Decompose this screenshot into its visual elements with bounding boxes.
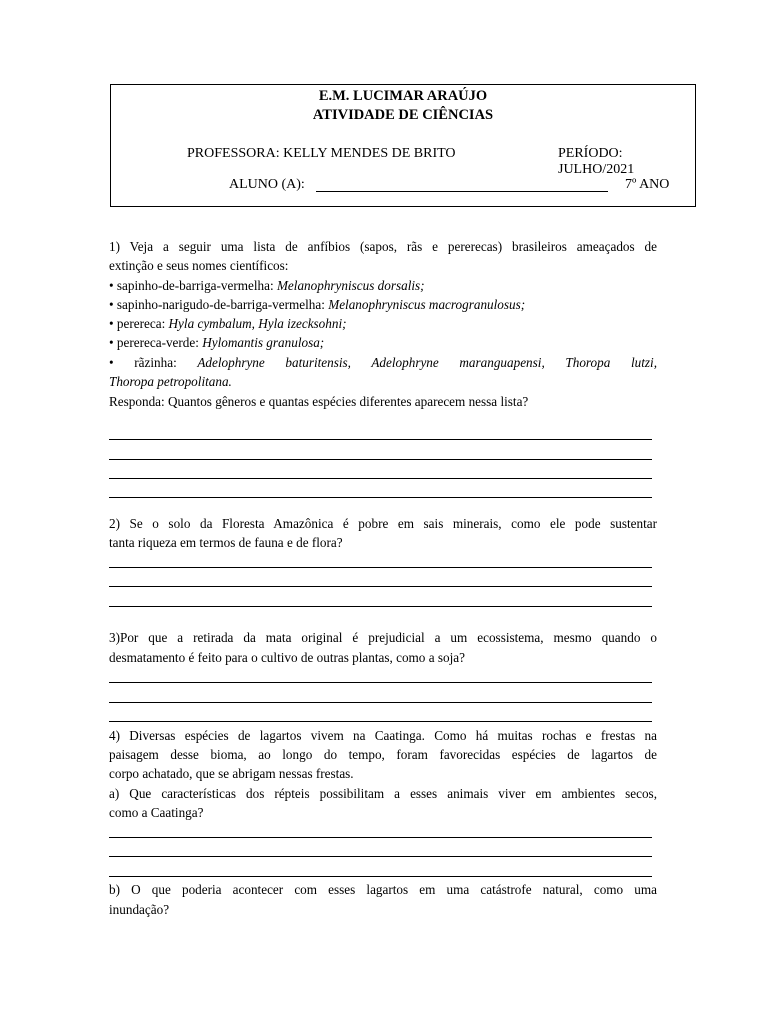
bullet: • <box>109 278 117 293</box>
q1-intro-line2: extinção e seus nomes científicos: <box>109 258 289 273</box>
student-label: ALUNO (A): <box>229 177 305 192</box>
q4b-line2: inundação? <box>109 902 170 917</box>
q4-line2: paisagem desse bioma, ao longo do tempo, foram favorecidas espécies de lagartos de <box>109 747 657 762</box>
q3-line1: 3)Por que a retirada da mata original é prejudicial a um ecossistema, mesmo quando o <box>109 630 657 645</box>
q4a-line2: como a Caatinga? <box>109 805 204 820</box>
q1-item-common: sapinho-de-barriga-vermelha: <box>116 278 277 293</box>
school-name: E.M. LUCIMAR ARAÚJO <box>318 88 488 104</box>
q1-item-common: perereca-verde: <box>116 335 203 350</box>
q1-item-scientific: Melanophryniscus macrogranulosus; <box>328 297 526 312</box>
answer-line[interactable] <box>109 682 652 683</box>
q1-item-scientific: Adelophryne baturitensis, Adelophryne maranguapensi, Thoropa lutzi, <box>197 355 657 370</box>
q2-line1: 2) Se o solo da Floresta Amazônica é pobre em sais minerais, como ele pode sustentar <box>109 516 657 531</box>
q1-item-5-cont: Thoropa petropolitana. <box>109 374 232 389</box>
answer-line[interactable] <box>109 856 652 857</box>
q1-item-common: rãzinha: <box>134 355 198 370</box>
q1-item-3 <box>109 314 657 333</box>
answer-line[interactable] <box>109 876 652 877</box>
q1-question: Responda: Quantos gêneros e quantas espécies diferentes aparecem nessa lista? <box>109 394 529 409</box>
q1-item-4 <box>109 333 657 352</box>
q4b-line1: b) O que poderia acontecer com esses lagartos em uma catástrofe natural, como uma <box>109 882 657 897</box>
period: PERÍODO: JULHO/2021 <box>558 146 635 177</box>
q4a-line1: a) Que características dos répteis possibilitam a esses animais viver em ambientes secos, <box>109 786 657 801</box>
teacher-name: PROFESSORA: KELLY MENDES DE BRITO <box>187 146 456 161</box>
q1-item-5 <box>109 353 657 372</box>
q2-line2: tanta riqueza em termos de fauna e de flora? <box>109 535 343 550</box>
q4-line1: 4) Diversas espécies de lagartos vivem na Caatinga. Como há muitas rochas e frestas na <box>109 728 657 743</box>
q3-line2: desmatamento é feito para o cultivo de outras plantas, como a soja? <box>109 650 465 665</box>
bullet: • <box>109 316 117 331</box>
bullet: • <box>109 335 117 350</box>
answer-line[interactable] <box>109 586 652 587</box>
q1-item-scientific: Melanophryniscus dorsalis; <box>276 278 425 293</box>
answer-line[interactable] <box>109 721 652 722</box>
q1-item-1 <box>109 276 657 295</box>
answer-line[interactable] <box>109 702 652 703</box>
q1-item-2 <box>109 295 657 314</box>
header-box <box>110 84 696 207</box>
q4-line3: corpo achatado, que se abrigam nessas frestas. <box>109 766 354 781</box>
q1-intro-line1: 1) Veja a seguir uma lista de anfíbios (sapos, rãs e pererecas) brasileiros ameaçados de <box>109 239 657 254</box>
answer-line[interactable] <box>109 567 652 568</box>
student-name-field[interactable] <box>316 191 608 192</box>
q1-item-scientific: Hyla cymbalum, Hyla izecksohni; <box>168 316 347 331</box>
answer-line[interactable] <box>109 439 652 440</box>
bullet: • <box>109 297 117 312</box>
answer-line[interactable] <box>109 606 652 607</box>
answer-line[interactable] <box>109 478 652 479</box>
q1-item-common: perereca: <box>116 316 169 331</box>
activity-title: ATIVIDADE DE CIÊNCIAS <box>312 107 494 123</box>
answer-line[interactable] <box>109 837 652 838</box>
bullet: • <box>109 355 135 370</box>
grade: 7º ANO <box>625 177 670 192</box>
q1-item-common: sapinho-narigudo-de-barriga-vermelha: <box>116 297 329 312</box>
answer-line[interactable] <box>109 497 652 498</box>
q1-item-scientific: Hylomantis granulosa; <box>202 335 325 350</box>
answer-line[interactable] <box>109 459 652 460</box>
